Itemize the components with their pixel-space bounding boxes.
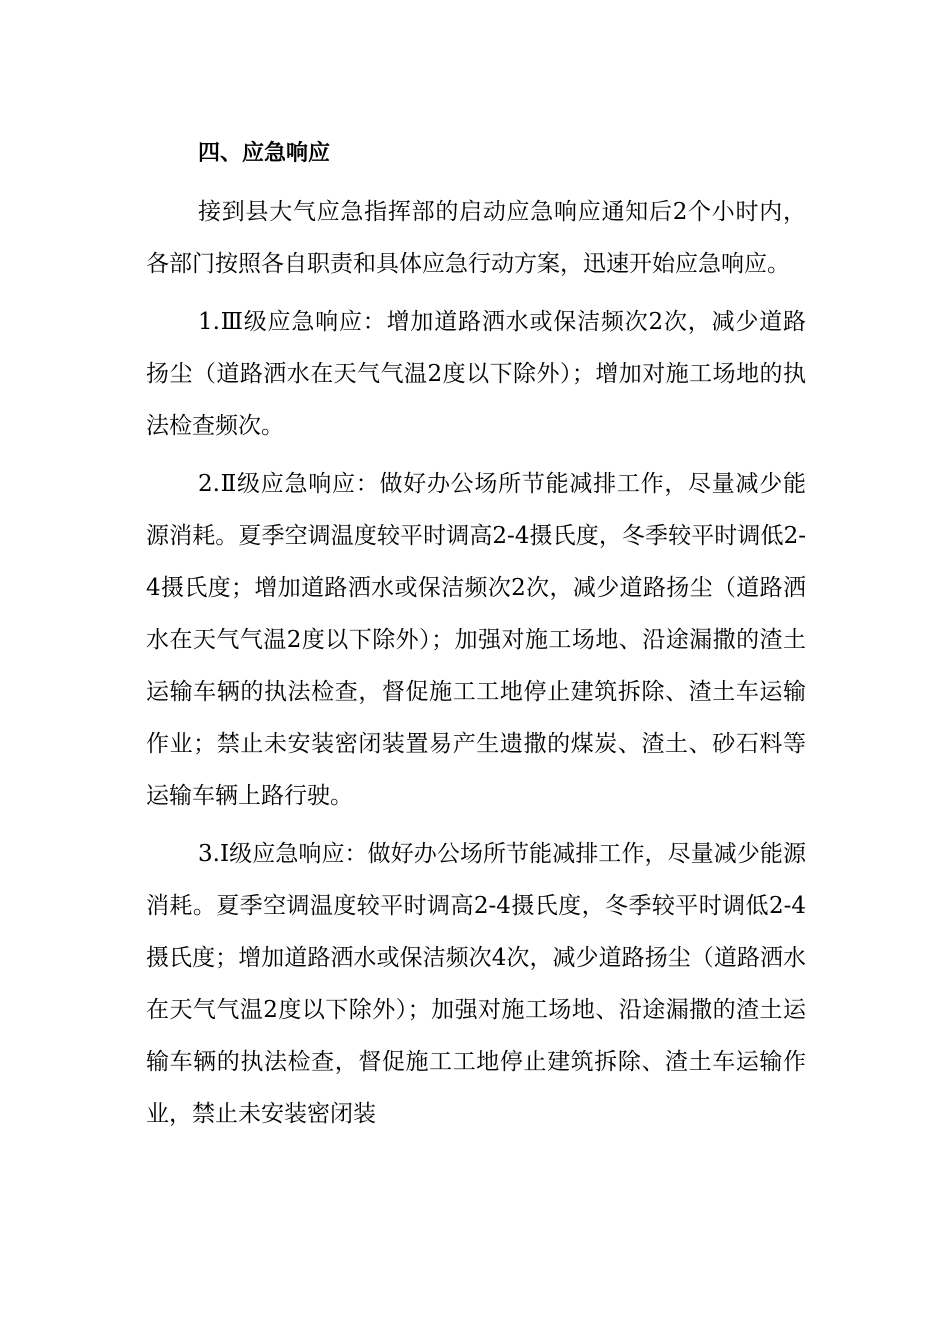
section-heading: 四、应急响应 <box>198 141 331 166</box>
paragraph-level-3: 1.Ⅲ级应急响应：增加道路洒水或保洁频次2次，减少道路扬尘（道路洒水在天气气温2度以下除外）；增加对施工场地的执法检查频次。 <box>146 309 806 439</box>
paragraph-level-1: 3.Ⅰ级应急响应：做好办公场所节能减排工作，尽量减少能源消耗。夏季空调温度较平时调高2-4摄氏度，冬季较平时调低2-4摄氏度；增加道路洒水或保洁频次4次，减少道路扬尘（道路洒水在天气气温2度以下除外）；加强对施工场地、沿途漏撒的渣土运输车辆的执法检查，督促施工工地停止建筑拆除、渣土车运输作业，禁止未安装密闭装 <box>146 841 806 1127</box>
paragraph-intro: 接到县大气应急指挥部的启动应急响应通知后2个小时内，各部门按照各自职责和具体应急行动方案，迅速开始应急响应。 <box>146 199 806 277</box>
document-body <box>146 128 806 1140</box>
paragraph-level-2: 2.Ⅱ级应急响应：做好办公场所节能减排工作，尽量减少能源消耗。夏季空调温度较平时调高2-4摄氏度，冬季较平时调低2-4摄氏度；增加道路洒水或保洁频次2次，减少道路扬尘（道路洒水在天气气温2度以下除外）；加强对施工场地、沿途漏撒的渣土运输车辆的执法检查，督促施工工地停止建筑拆除、渣土车运输作业；禁止未安装密闭装置易产生遗撒的煤炭、渣土、砂石料等运输车辆上路行驶。 <box>146 471 806 809</box>
